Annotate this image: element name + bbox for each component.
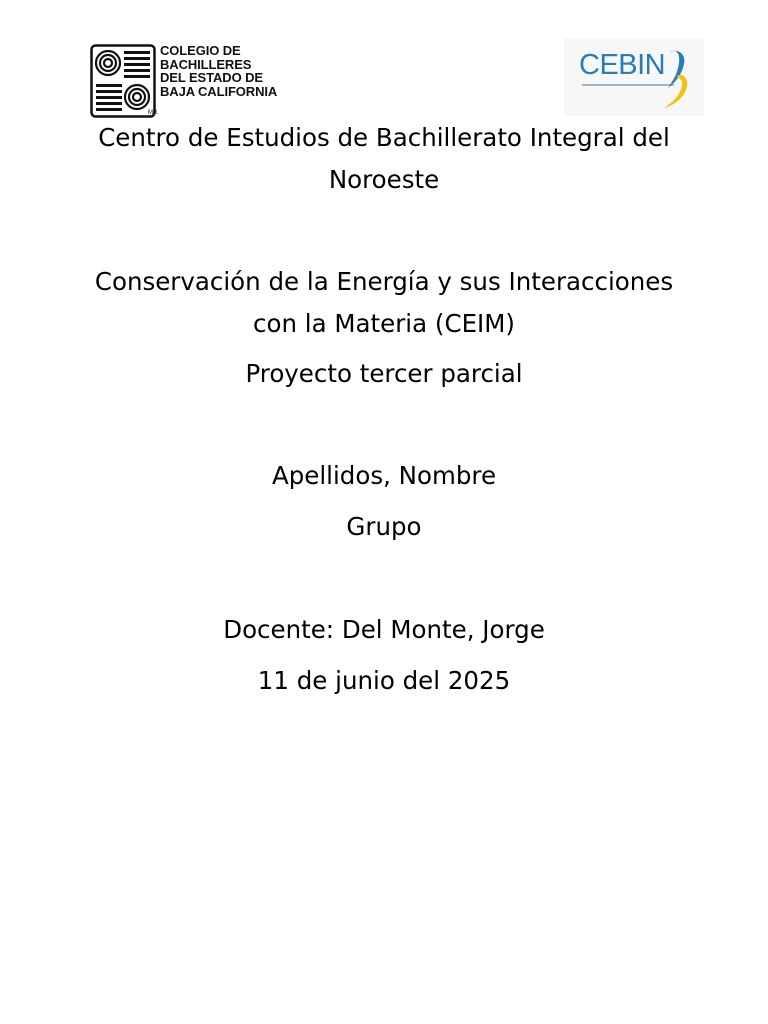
cobach-emblem-icon <box>90 44 156 118</box>
document-date: 11 de junio del 2025 <box>257 666 511 695</box>
cebin-logo <box>564 38 704 116</box>
cobach-logo-line: BACHILLERES <box>160 56 252 72</box>
teacher-name: Docente: Del Monte, Jorge <box>223 615 545 644</box>
cobach-logo-text <box>160 44 277 98</box>
project-title: Proyecto tercer parcial <box>245 359 523 388</box>
student-name: Apellidos, Nombre <box>271 461 497 490</box>
cobach-logo <box>90 44 300 120</box>
cobach-logo-line: BAJA CALIFORNIA <box>160 83 278 99</box>
registered-mark: MR. <box>148 110 159 116</box>
cobach-logo-line: DEL ESTADO DE <box>160 70 263 86</box>
subject-title: Conservación de la Energía y sus Interacciones con la Materia (CEIM) <box>94 267 674 338</box>
cobach-logo-line: COLEGIO DE <box>160 43 241 58</box>
cebin-logo-text: CEBIN <box>579 49 666 81</box>
group-label: Grupo <box>346 512 422 541</box>
cebin-tagline-bar <box>582 84 674 86</box>
institution-title: Centro de Estudios de Bachillerato Integral del Noroeste <box>98 123 670 194</box>
book-feather-icon <box>662 46 696 110</box>
